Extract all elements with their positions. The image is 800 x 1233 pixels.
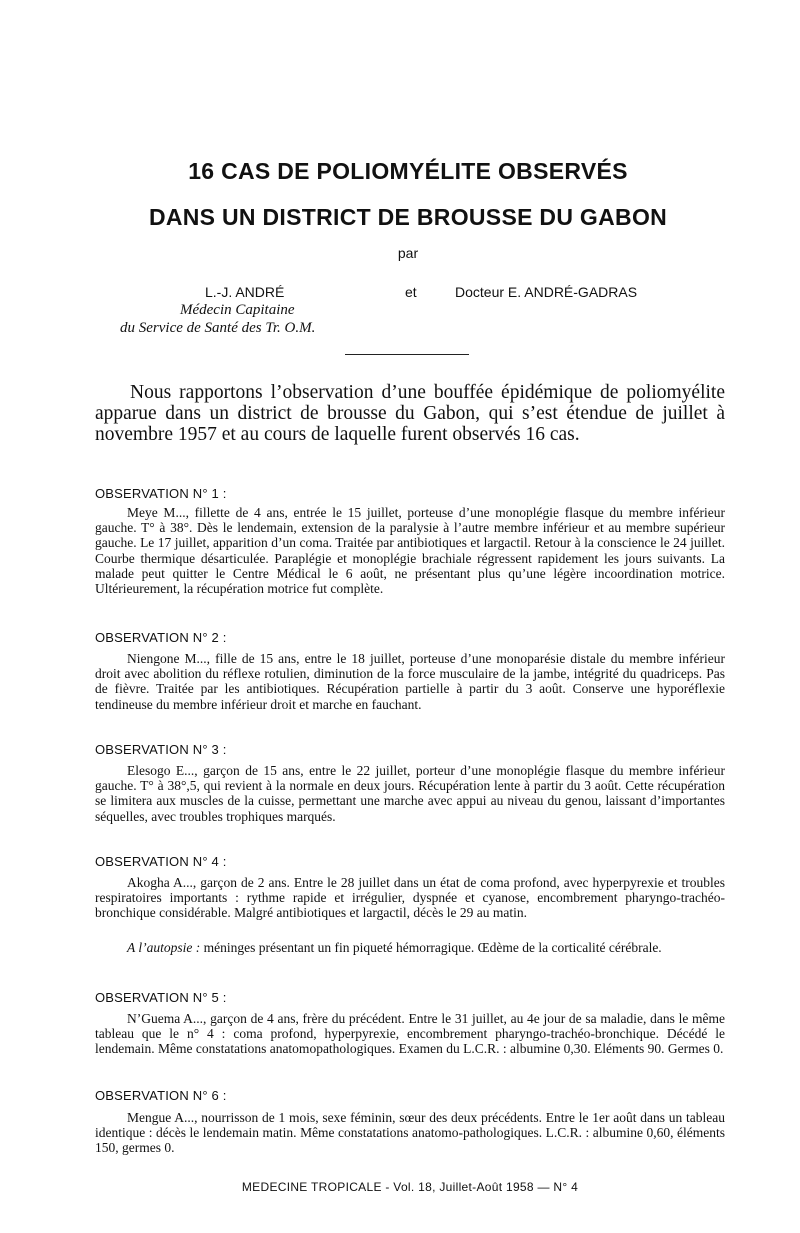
observation-1-text: Meye M..., fillette de 4 ans, entrée le 15 juillet, porteuse d’une monoplégie flasque du membre inférieur gauche. T° à 38°. Dès le lendemain, extension de la paralysie à l’autre membre inférieur et au membre supérieur gauche. Le 17 juillet, apparition d’un coma. Traitée par antibiotiques et largactil. Retour à la conscience le 24 juillet. Courbe thermique désarticulée. Paraplégie et monoplégie brachiale régressent rapidement les jours suivants. La malade peut quitter le Centre Médical le 6 août, ne présentant plus qu’une légère incoordination motrice. Ultérieurement, la récupération motrice fut complète. bbox=[95, 505, 725, 597]
separator-rule bbox=[345, 354, 469, 355]
author-2-name: Docteur E. ANDRÉ-GADRAS bbox=[455, 284, 638, 300]
article-title-line-2: DANS UN DISTRICT DE BROUSSE DU GABON bbox=[148, 204, 668, 230]
observation-6-text: Mengue A..., nourrisson de 1 mois, sexe féminin, sœur des deux précédents. Entre le 1er août dans un tableau identique : décès le lendemain matin. Même constatations anatomo-pathologiques. L.C.R. : albumine 0,60, éléments 150, germes 0. bbox=[95, 1110, 725, 1156]
autopsy-label: A l’autopsie : bbox=[127, 940, 201, 955]
observation-3-text: Elesogo E..., garçon de 15 ans, entre le 22 juillet, porteur d’une monoplégie flasque du membre inférieur gauche. T° à 38°,5, qui revient à la normale en deux jours. Récupération lente à partir du 3 août. Cette récupération se limitera aux muscles de la cuisse, permettant une marche avec appui au niveau du genou, laissant d’importantes séquelles, avec troubles trophiques marqués. bbox=[95, 763, 725, 824]
observation-3-heading: OBSERVATION N° 3 : bbox=[95, 742, 227, 757]
autopsy-text: méninges présentant un fin piqueté hémorragique. Œdème de la corticalité cérébrale. bbox=[203, 940, 662, 955]
observation-5-heading: OBSERVATION N° 5 : bbox=[95, 990, 227, 1005]
observation-5-text: N’Guema A..., garçon de 4 ans, frère du précédent. Entre le 31 juillet, au 4e jour de sa maladie, dans le même tableau que le n° 4 : coma profond, hyperpyrexie, encombrement pharyngo-trachéo-bronchique. Décédé le lendemain. Même constatations anatomopathologiques. Examen du L.C.R. : albumine 0,30. Eléments 90. Germes 0. bbox=[95, 1011, 725, 1057]
byline-par: par bbox=[397, 245, 419, 261]
author-1-affiliation-line-1: Médecin Capitaine bbox=[180, 302, 295, 318]
author-conjunction: et bbox=[405, 284, 417, 300]
author-1-affiliation-line-2: du Service de Santé des Tr. O.M. bbox=[120, 320, 316, 336]
observation-1-heading: OBSERVATION N° 1 : bbox=[95, 486, 227, 501]
intro-paragraph: Nous rapportons l’observation d’une bouffée épidémique de poliomyélite apparue dans un district de brousse du Gabon, qui s’est étendue de juillet à novembre 1957 et au cours de laquelle furent observés 16 cas. bbox=[95, 382, 725, 445]
observation-4-heading: OBSERVATION N° 4 : bbox=[95, 854, 227, 869]
author-1-name: L.-J. ANDRÉ bbox=[205, 284, 285, 300]
observation-2-heading: OBSERVATION N° 2 : bbox=[95, 630, 227, 645]
observation-4-autopsy bbox=[95, 940, 725, 955]
observation-4-text: Akogha A..., garçon de 2 ans. Entre le 28 juillet dans un état de coma profond, avec hyperpyrexie et troubles respiratoires importants : rythme rapide et irrégulier, dyspnée et cyanose, encombrement pharyngo-trachéo-bronchique considérable. Malgré antibiotiques et largactil, décès le 29 au matin. bbox=[95, 875, 725, 921]
observation-6-heading: OBSERVATION N° 6 : bbox=[95, 1088, 227, 1103]
article-title-line-1: 16 CAS DE POLIOMYÉLITE OBSERVÉS bbox=[188, 158, 628, 184]
observation-2-text: Niengone M..., fille de 15 ans, entre le 18 juillet, porteuse d’une monoparésie distale du membre inférieur droit avec abolition du réflexe rotulien, diminution de la force musculaire de la jambe, intégrité du quadriceps. Pas de fièvre. Traitée par les antibiotiques. Récupération partielle à partir du 3 août. Conserve une hyporéflexie tendineuse du membre inférieur droit et marche en fauchant. bbox=[95, 651, 725, 712]
journal-footer: MEDECINE TROPICALE - Vol. 18, Juillet-Août 1958 — N° 4 bbox=[241, 1180, 579, 1194]
